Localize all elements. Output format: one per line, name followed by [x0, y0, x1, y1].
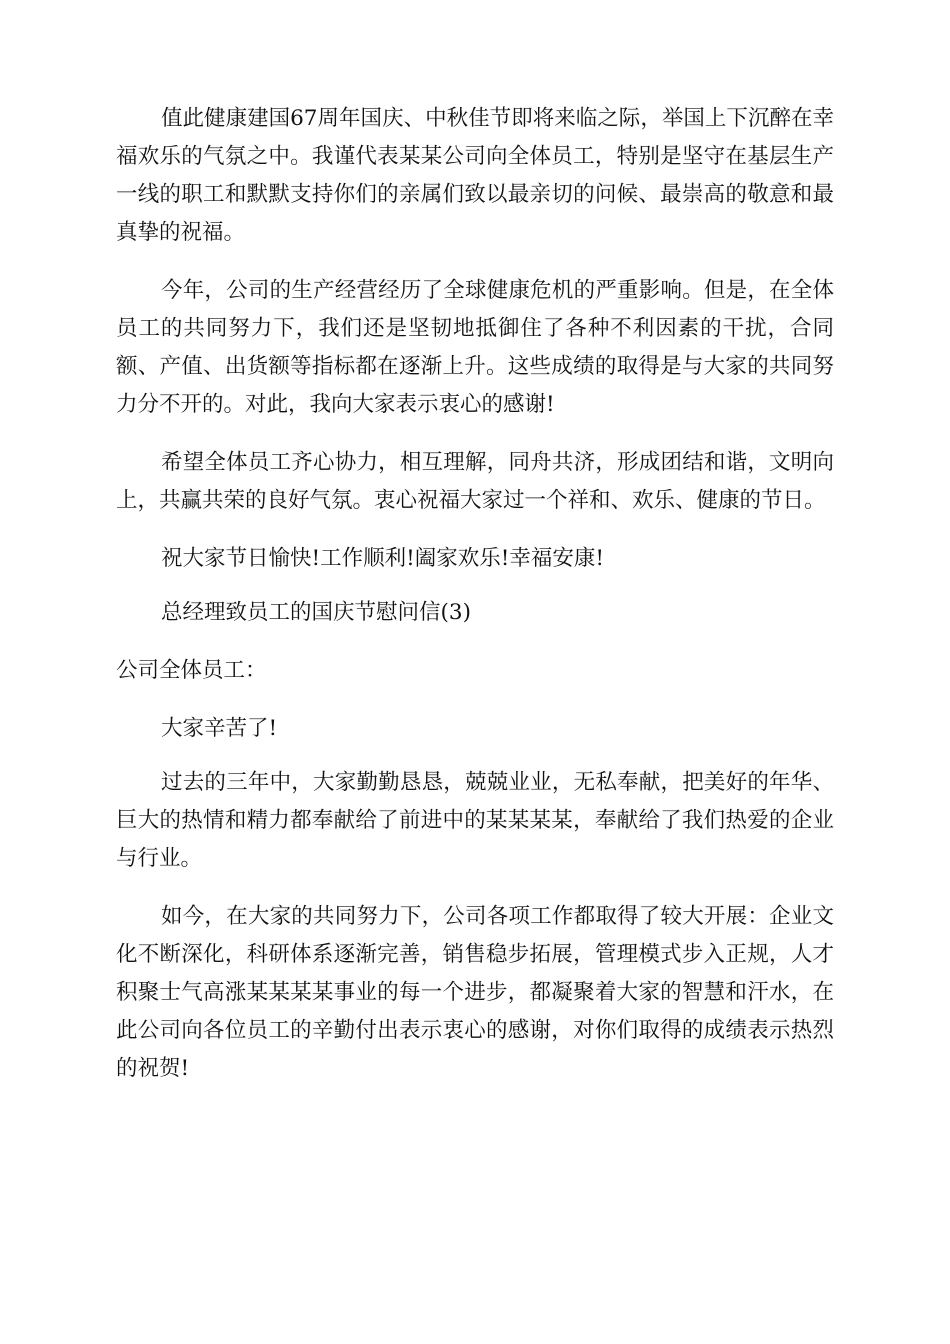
paragraph-greeting: 值此健康建国67周年国庆、中秋佳节即将来临之际，举国上下沉醉在幸福欢乐的气氛之中。我谨代表某某公司向全体员工，特别是坚守在基层生产一线的职工和默默支持你们的亲属们致以最亲切的问候、最崇高的敬意和最真挚的祝福。	[116, 106, 834, 245]
paragraph-wishes: 祝大家节日愉快!工作顺利!阖家欢乐!幸福安康!	[161, 546, 605, 571]
salutation: 公司全体员工：	[116, 658, 267, 683]
paragraph-achievements: 今年，公司的生产经营经历了全球健康危机的严重影响。但是，在全体员工的共同努力下，我们还是坚韧地抵御住了各种不利因素的干扰，合同额、产值、出货额等指标都在逐渐上升。这些成绩的取得是与大家的共同努力分不开的。对此，我向大家表示衷心的感谢!	[116, 278, 834, 417]
paragraph-past-three-years: 过去的三年中，大家勤勤恳恳，兢兢业业，无私奉献，把美好的年华、巨大的热情和精力都奉献给了前进中的某某某某，奉献给了我们热爱的企业与行业。	[116, 770, 834, 871]
document-body	[116, 100, 834, 1088]
paragraph-hope: 希望全体员工齐心协力，相互理解，同舟共济，形成团结和谐，文明向上，共赢共荣的良好气氛。衷心祝福大家过一个祥和、欢乐、健康的节日。	[116, 450, 834, 513]
letter-title: 总经理致员工的国庆节慰问信(3)	[161, 600, 471, 625]
paragraph-present-progress: 如今，在大家的共同努力下，公司各项工作都取得了较大开展：企业文化不断深化，科研体系逐渐完善，销售稳步拓展，管理模式步入正规，人才积聚士气高涨某某某某事业的每一个进步，都凝聚着大家的智慧和汗水，在此公司向各位员工的辛勤付出表示衷心的感谢，对你们取得的成绩表示热烈的祝贺!	[116, 904, 834, 1081]
paragraph-thanks-opening: 大家辛苦了!	[161, 716, 278, 741]
